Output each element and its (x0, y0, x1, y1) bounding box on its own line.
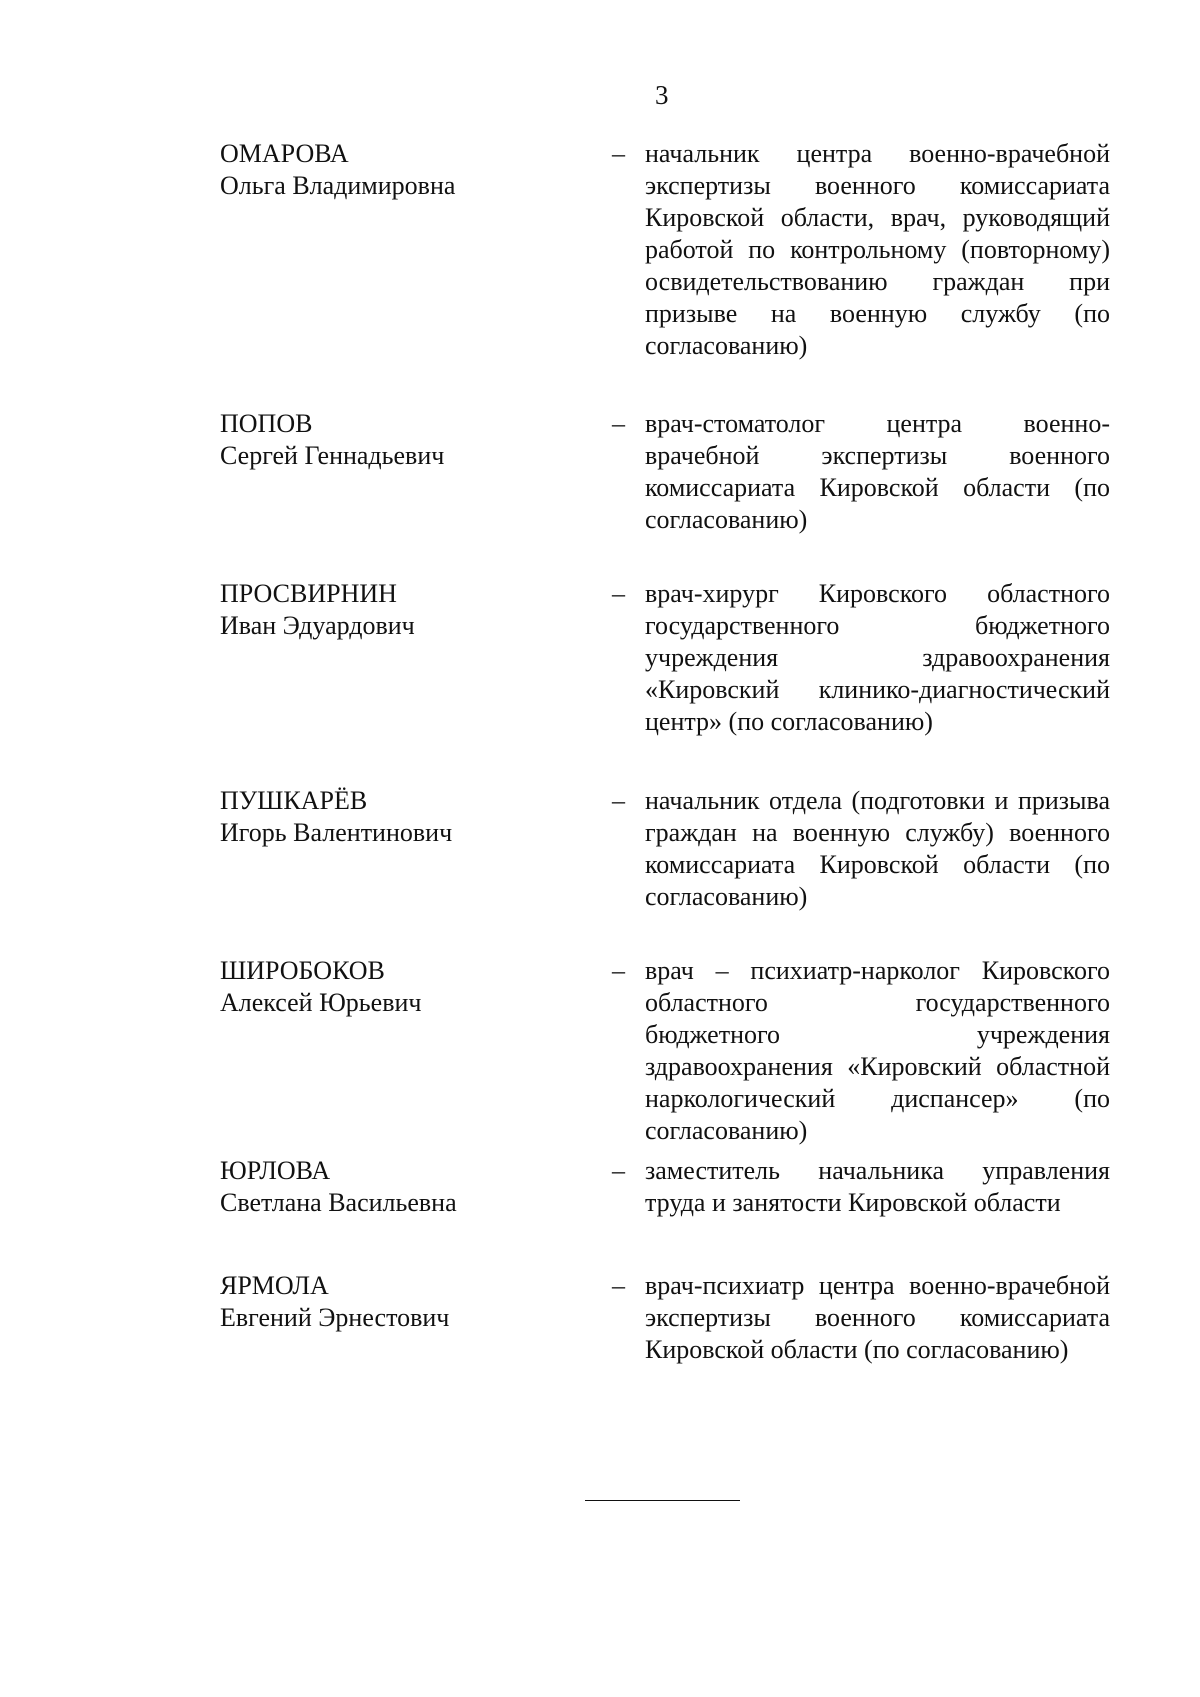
member-name (220, 955, 580, 1019)
member-given-names: Игорь Валентинович (220, 818, 453, 847)
member-position: врач-стоматолог центра военно-врачебной экспертизы военного комиссариата Кировской области (по согласованию) (645, 409, 1110, 534)
member-name (220, 578, 580, 642)
member-surname: ОМАРОВА (220, 139, 349, 168)
member-position: врач-психиатр центра военно-врачебной экспертизы военного комиссариата Кировской области (по согласованию) (645, 1271, 1110, 1364)
member-position: врач – психиатр-нарколог Кировского областного государственного бюджетного учреждения здравоохранения «Кировский областной наркологический диспансер» (по согласованию) (645, 956, 1110, 1145)
member-name (220, 785, 580, 849)
member-surname: ПОПОВ (220, 409, 313, 438)
separator-dash: – (612, 579, 625, 608)
separator-dash: – (612, 1156, 625, 1185)
end-of-list-rule (585, 1500, 740, 1501)
member-name (220, 408, 580, 472)
separator-dash: – (612, 1271, 625, 1300)
member-given-names: Иван Эдуардович (220, 611, 415, 640)
member-position: врач-хирург Кировского областного государственного бюджетного учреждения здравоохранения «Кировский клинико-диагностический центр» (по согласованию) (645, 579, 1110, 736)
separator-dash: – (612, 956, 625, 985)
member-name (220, 1270, 580, 1334)
separator-dash: – (612, 139, 625, 168)
page-number: 3 (655, 80, 669, 110)
member-position: начальник центра военно-врачебной экспертизы военного комиссариата Кировской области, врач, руководящий работой по контрольному (повторному) освидетельствованию граждан при призыве на военную службу (по согласованию) (645, 139, 1110, 360)
member-given-names: Евгений Эрнестович (220, 1303, 450, 1332)
member-name (220, 138, 580, 202)
member-given-names: Светлана Васильевна (220, 1188, 457, 1217)
member-surname: ЯРМОЛА (220, 1271, 329, 1300)
member-surname: ЮРЛОВА (220, 1156, 331, 1185)
member-surname: ПРОСВИРНИН (220, 579, 397, 608)
member-given-names: Алексей Юрьевич (220, 988, 422, 1017)
separator-dash: – (612, 409, 625, 438)
member-position: начальник отдела (подготовки и призыва граждан на военную службу) военного комиссариата Кировской области (по согласованию) (645, 786, 1110, 911)
member-position: заместитель начальника управления труда и занятости Кировской области (645, 1156, 1110, 1217)
member-surname: ПУШКАРЁВ (220, 786, 368, 815)
member-given-names: Сергей Геннадьевич (220, 441, 445, 470)
member-surname: ШИРОБОКОВ (220, 956, 385, 985)
member-given-names: Ольга Владимировна (220, 171, 456, 200)
member-name (220, 1155, 580, 1219)
separator-dash: – (612, 786, 625, 815)
